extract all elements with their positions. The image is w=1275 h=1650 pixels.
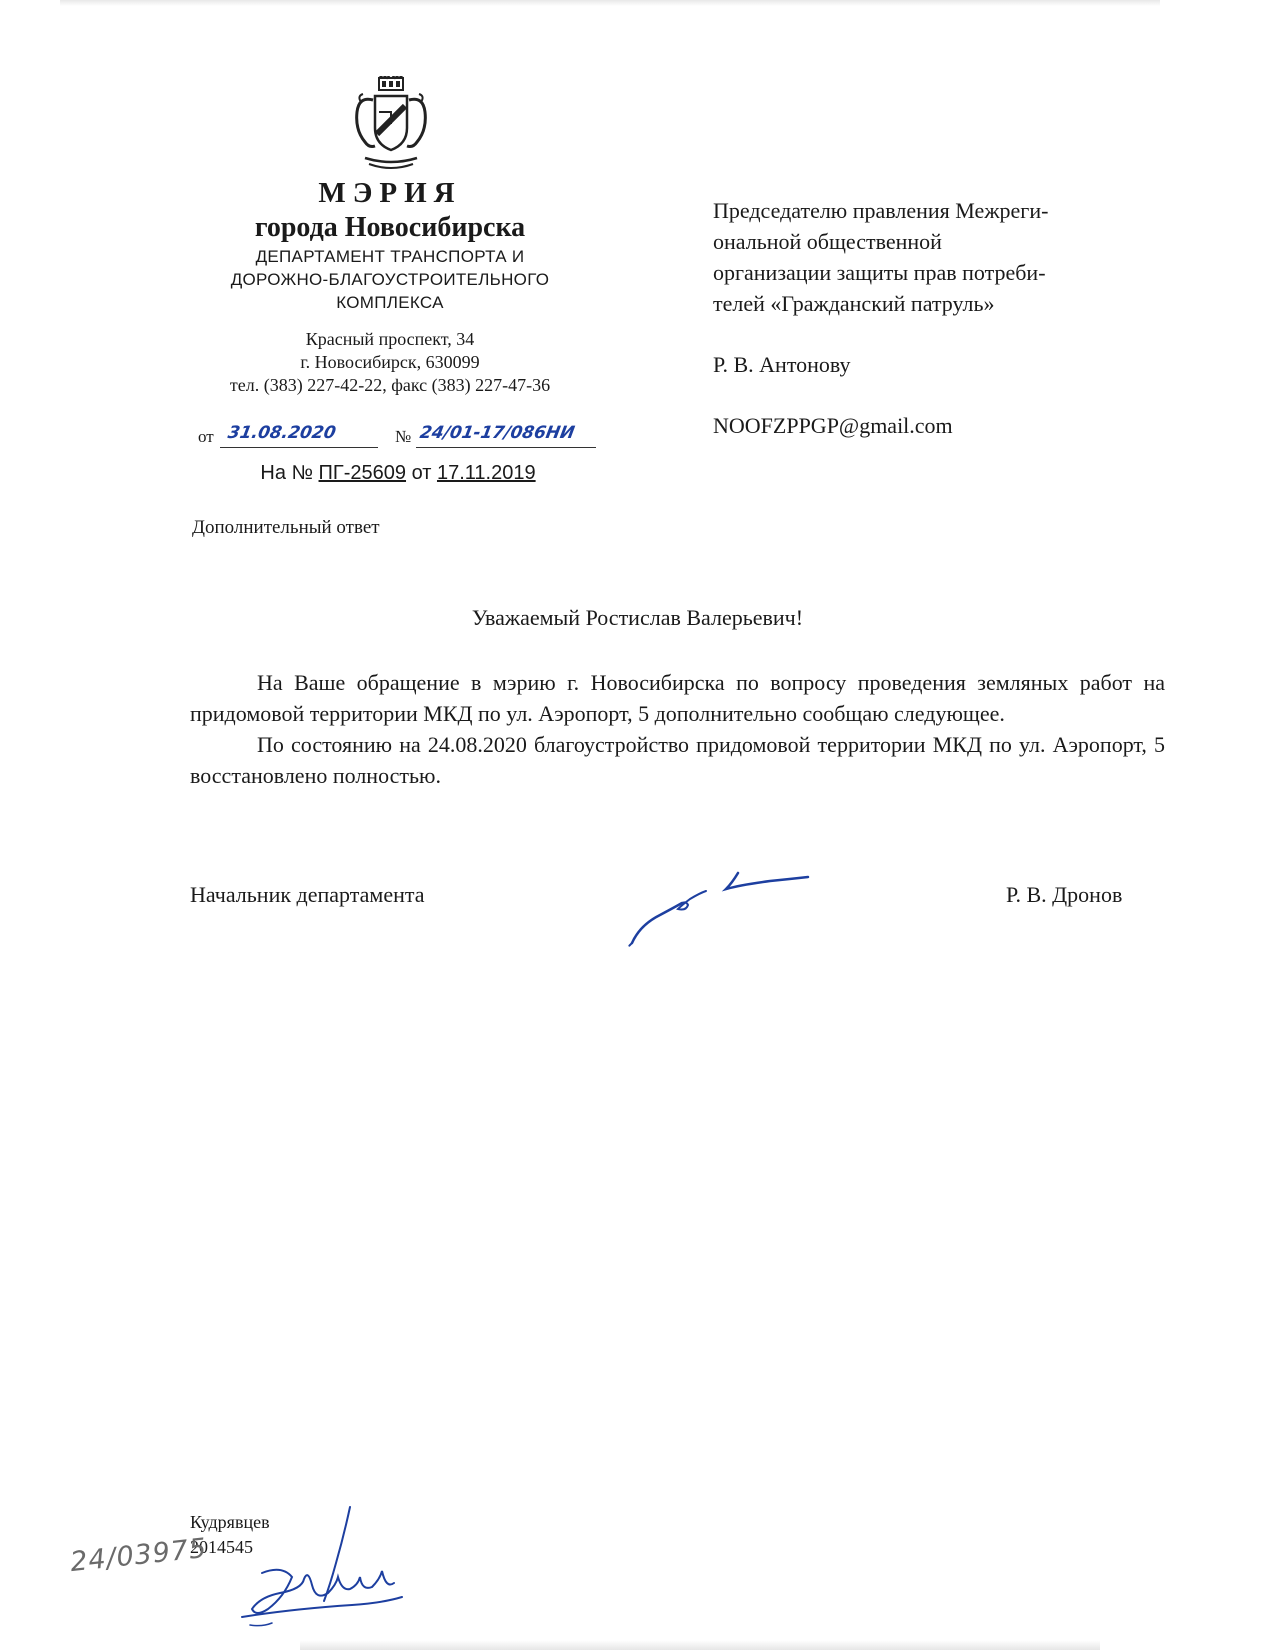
body-paragraph: На Ваше обращение в мэрию г. Новосибирска по вопросу проведения земляных работ на придомовой территории МКД по ул. Аэропорт, 5 дополнительно сообщаю следующее. <box>190 670 1165 726</box>
addressee-line: телей «Гражданский патруль» <box>713 291 995 316</box>
sender-header <box>190 175 590 397</box>
registration-date-label: от <box>198 427 214 446</box>
registration-line <box>198 423 598 453</box>
scan-shadow-bottom <box>300 1640 1100 1650</box>
signatory-name: Р. В. Дронов <box>1006 882 1123 907</box>
address-line: г. Новосибирск, 630099 <box>300 352 480 372</box>
reply-prefix: На № <box>260 462 313 484</box>
salutation: Уважаемый Ростислав Валерьевич! <box>471 605 804 630</box>
department-line: ДОРОЖНО-БЛАГОУСТРОИТЕЛЬНОГО <box>230 270 550 289</box>
reply-reference <box>198 462 598 485</box>
document-note: Дополнительный ответ <box>192 517 380 538</box>
address-line: тел. (383) 227-42-22, факс (383) 227-47-36 <box>229 375 551 395</box>
reply-from-label: от <box>411 462 432 484</box>
department-line: КОМПЛЕКСА <box>336 293 444 312</box>
signatory-title: Начальник департамента <box>190 882 425 907</box>
scan-shadow-top <box>60 0 1160 6</box>
registration-number-label: № <box>395 427 412 446</box>
address-line: Красный проспект, 34 <box>305 329 475 349</box>
letter-body <box>190 667 1165 791</box>
city-name: города Новосибирска <box>254 212 526 243</box>
addressee-line: организации защиты прав потреби- <box>713 260 1046 285</box>
addressee-block <box>713 195 1173 441</box>
addressee-email: NOOFZPPGP@gmail.com <box>713 413 953 438</box>
body-paragraph: По состоянию на 24.08.2020 благоустройство придомовой территории МКД по ул. Аэропорт, 5 восстановлено полностью. <box>190 732 1165 788</box>
org-name: МЭРИЯ <box>318 177 462 209</box>
reply-date: 17.11.2019 <box>436 462 536 484</box>
reply-number: ПГ-25609 <box>318 462 407 484</box>
incoming-number: 24/03975 <box>68 1532 209 1579</box>
sender-address <box>190 328 590 397</box>
city-coat-of-arms-icon <box>351 76 431 176</box>
executor-signature <box>232 1505 417 1630</box>
number-underline <box>416 447 596 448</box>
department-line: ДЕПАРТАМЕНТ ТРАНСПОРТА И <box>255 247 525 266</box>
registration-date: 31.08.2020 <box>226 423 338 443</box>
date-underline <box>220 447 378 448</box>
addressee-name: Р. В. Антонову <box>713 352 851 377</box>
executor-phone: 2014545 <box>190 1537 253 1557</box>
addressee-line: ональной общественной <box>713 229 942 254</box>
handwritten-signature <box>620 855 850 955</box>
executor-name: Кудрявцев <box>190 1512 270 1532</box>
addressee-line: Председателю правления Межреги- <box>713 198 1049 223</box>
registration-number: 24/01-17/086HИ <box>418 423 577 443</box>
